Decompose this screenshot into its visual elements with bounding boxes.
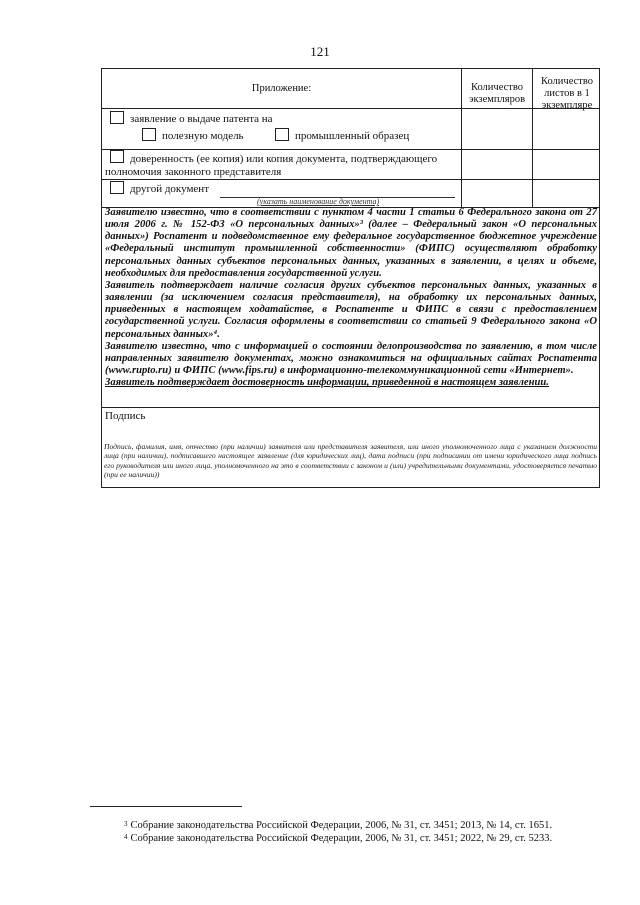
utility-model-label: полезную модель — [162, 130, 244, 142]
consent-paragraph-1: Заявителю известно, что в соответствии с пунктом 4 части 1 статьи 6 Федерального закона от 27 июля 2006 г. № 152-ФЗ «О персональных данных»³ (далее – Федеральный закон «О персональных данных») Роспатент и подведомственное ему федеральное государственное бюджетное учреждение «Федеральный институт промышленной собственности» (ФИПС) осуществляют обработку персональных данных субъектов персональных данных, указанных в заявлении, в целях и объеме, необходимых для предоставления государственной услуги. — [105, 207, 597, 279]
attachments-form-table — [101, 68, 600, 488]
consent-paragraph-4: Заявитель подтверждает достоверность информации, приведенной в настоящем заявлении. — [105, 377, 549, 389]
other-document-checkbox[interactable] — [110, 181, 124, 194]
consent-paragraph-3: Заявителю известно, что с информацией о состоянии делопроизводства по заявлению, в том числе направленных заявителю документах, можно ознакомиться на официальных сайтах Роспатента (www.rupto.ru) и ФИПС (www.fips.ru) в информационно-телекоммуникационной сети «Интернет». — [105, 340, 597, 377]
header-attachment: Приложение: — [251, 83, 312, 94]
footnote-mark: 3 — [124, 820, 128, 828]
table-column-rule — [461, 69, 462, 207]
footnote-4 — [124, 833, 552, 845]
signature-label: Подпись — [105, 410, 146, 422]
table-rule — [102, 179, 599, 180]
footnote-separator — [90, 806, 242, 807]
footnote-text: Собрание законодательства Российской Федерации, 2006, № 31, ст. 3451; 2022, № 29, ст. 5233. — [130, 833, 553, 844]
other-document-hint: (указать наименование документа) — [257, 197, 380, 206]
patent-application-checkbox[interactable] — [110, 111, 124, 124]
footnote-text: Собрание законодательства Российской Федерации, 2006, № 31, ст. 3451; 2013, № 14, ст. 1651. — [130, 820, 553, 831]
header-sheets: Количество листов в 1 экземпляре — [540, 76, 594, 111]
table-rule — [102, 149, 599, 150]
table-column-rule — [532, 69, 533, 207]
industrial-design-checkbox[interactable] — [275, 128, 289, 141]
patent-application-label: заявление о выдаче патента на — [130, 113, 273, 125]
power-of-attorney-label: доверенность (ее копия) или копия документа, подтверждающего полномочия законного представителя — [105, 153, 438, 178]
consent-statements — [105, 207, 597, 389]
table-rule — [102, 108, 599, 109]
table-rule — [102, 407, 599, 408]
other-document-label: другой документ — [130, 183, 210, 195]
header-copies: Количество экземпляров — [468, 82, 526, 105]
footnote-3 — [124, 820, 552, 832]
signature-note: Подпись, фамилия, имя, отчество (при наличии) заявителя или представителя заявителя, или иного уполномоченного лица с указанием должности лица (при наличии), подписавшего настоящее заявление (для юридических лиц), дата подписи (при подписании от имени юридического лица подпись его руководителя или иного лица, уполномоченного на это в соответствии с законом и (или) учредительными документами, удостоверяется печатью (при ее наличии)) — [104, 442, 597, 480]
page-number: 121 — [310, 44, 330, 59]
footnote-mark: 4 — [124, 833, 128, 841]
consent-paragraph-2: Заявитель подтверждает наличие согласия других субъектов персональных данных, указанных в заявлении (за исключением согласия представителя), на обработку их персональных данных, приведенных в настоящем ходатайстве, в Роспатенте и ФИПС в связи с предоставлением государственной услуги. Согласия оформлены в соответствии со статьей 9 Федерального закона «О персональных данных»⁴. — [105, 279, 597, 340]
utility-model-checkbox[interactable] — [142, 128, 156, 141]
industrial-design-label: промышленный образец — [295, 130, 410, 142]
